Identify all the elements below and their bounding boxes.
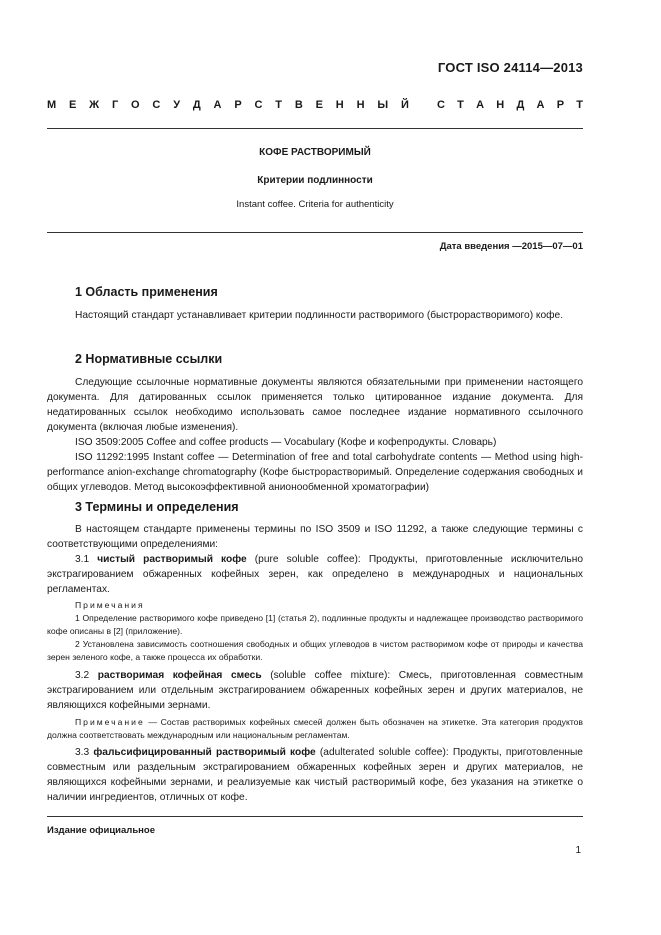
term-3-1: [47, 552, 583, 597]
top-rule: [47, 128, 583, 129]
term-3-3-definition: (adulterated soluble coffee): Продукты, приготовленные совместным или раздельным экстрагированием обжаренных кофейных зерен и других материалов, не являющихся кофейными зернами, и реализуемые как чистый растворимый кофе, без указания на этикетке о наличии ингредиентов, отличных от кофе.: [47, 747, 583, 803]
notes-label: Примечания: [75, 600, 145, 610]
standard-word: С Т А Н Д А Р Т: [437, 99, 583, 111]
term-3-1-definition: (pure soluble coffee): Продукты, приготовленные исключительно экстрагированием обжаренных кофейных зерен, как определено в международных и национальных регламентах.: [47, 554, 584, 595]
footer-rule: [47, 816, 583, 817]
introduction-date: Дата введения —2015—07—01: [439, 241, 583, 252]
section-1-body: [47, 308, 583, 323]
section-2-body: [47, 375, 583, 495]
term-3-2-definition: (soluble coffee mixture): Смесь, приготовленная совместным экстрагированием или отдельным экстрагированием обжаренных кофейных зерен и других материалов, не являющихся кофейными зернами.: [47, 670, 583, 711]
term-3-3-name: фальсифицированный растворимый кофе: [93, 747, 316, 758]
standard-number: ГОСТ ISO 24114—2013: [437, 60, 583, 75]
page-number: 1: [575, 845, 581, 856]
section-2-heading: 2 Нормативные ссылки: [75, 352, 223, 366]
term-3-3: [47, 745, 583, 805]
notes-block: [47, 599, 583, 664]
term-3-2-block: [47, 668, 583, 713]
term-3-3-block: [47, 745, 583, 805]
section-2-text: Следующие ссылочные нормативные документы являются обязательными при применении настоящего документа. Для датированных ссылок применяется только цитированное издание документа. Для недатированных ссылок необходимо использовать самое последнее издание нормативного ссылочного документа (включая любые изменения).: [47, 377, 583, 433]
document-subtitle: Критерии подлинности: [257, 175, 373, 186]
english-title: Instant coffee. Criteria for authenticity: [236, 199, 394, 210]
term-3-3-number: 3.3: [75, 747, 90, 758]
reference-iso-3509: ISO 3509:2005 Coffee and coffee products — Vocabulary (Кофе и кофепродукты. Словарь): [75, 437, 497, 448]
interstate-standard-banner: [47, 99, 583, 111]
section-1-heading: 1 Область применения: [75, 285, 218, 299]
official-edition-label: Издание официальное: [47, 825, 155, 836]
note-1: 1 Определение растворимого кофе приведено [1] (статья 2), подлинные продукты и надлежащее производство растворимого кофе описаны в [2] (приложение).: [47, 613, 583, 636]
term-3-2-name: растворимая кофейная смесь: [97, 670, 262, 681]
note-3: [47, 716, 583, 742]
title-rule: [47, 232, 583, 233]
note-3-block: [47, 716, 583, 742]
term-3-1-name: чистый растворимый кофе: [97, 554, 247, 565]
reference-iso-11292: ISO 11292:1995 Instant coffee — Determination of free and total carbohydrate contents — Method using high-performance anion-exchange chromatography (Кофе быстрорастворимый. Определение содержания свободных и общих углеводов. Метод высокоэффективной анионообменной хроматографии): [47, 452, 583, 493]
document-title: КОФЕ РАСТВОРИМЫЙ: [259, 147, 371, 158]
term-3-1-number: 3.1: [75, 554, 90, 565]
interstate-word: М Е Ж Г О С У Д А Р С Т В Е Н Н Ы Й: [47, 99, 409, 111]
note-3-text: — Состав растворимых кофейных смесей должен быть обозначен на этикетке. Эта категория продуктов должна соответствовать международным или национальным регламентам.: [47, 717, 583, 740]
term-3-2-number: 3.2: [75, 670, 90, 681]
section-3-intro: В настоящем стандарте применены термины по ISO 3509 и ISO 11292, а также следующие термины с соответствующими определениями:: [47, 524, 583, 550]
note-2: 2 Установлена зависимость соотношения свободных и общих углеводов в чистом растворимом кофе от природы и качества зерен зеленого кофе, а также процесса их обработки.: [47, 639, 583, 662]
section-3-heading: 3 Термины и определения: [75, 500, 239, 514]
note-label: Примечание: [75, 717, 145, 727]
term-3-2: [47, 668, 583, 713]
section-1-text: Настоящий стандарт устанавливает критерии подлинности растворимого (быстрорастворимого) кофе.: [75, 310, 564, 321]
section-3-intro-block: [47, 522, 583, 597]
